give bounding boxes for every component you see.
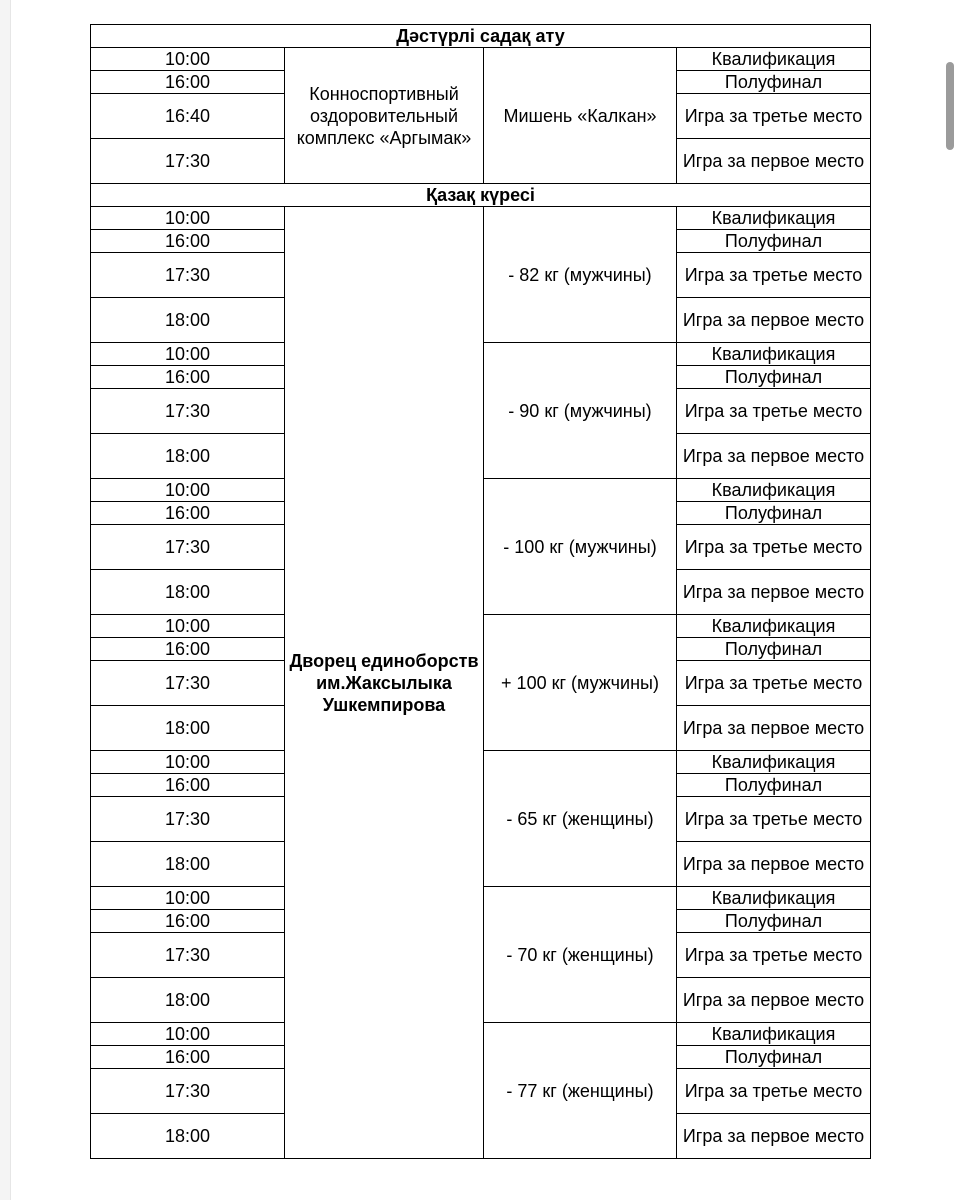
stage-cell: Полуфинал — [677, 638, 871, 661]
time-cell: 10:00 — [91, 615, 285, 638]
time-cell: 16:00 — [91, 638, 285, 661]
time-cell: 16:00 — [91, 502, 285, 525]
stage-cell: Полуфинал — [677, 230, 871, 253]
time-cell: 16:00 — [91, 71, 285, 94]
table-row — [91, 48, 871, 71]
discipline-cell: + 100 кг (мужчины) — [484, 615, 677, 751]
venue-cell: Дворец единоборств им.Жаксылыка Ушкемпирова — [285, 207, 484, 1159]
discipline-cell: - 90 кг (мужчины) — [484, 343, 677, 479]
stage-cell: Игра за третье место — [677, 94, 871, 139]
time-cell: 18:00 — [91, 706, 285, 751]
discipline-cell: - 82 кг (мужчины) — [484, 207, 677, 343]
discipline-cell: - 100 кг (мужчины) — [484, 479, 677, 615]
stage-cell: Игра за первое место — [677, 570, 871, 615]
section-header-row — [91, 184, 871, 207]
stage-cell: Игра за первое место — [677, 706, 871, 751]
time-cell: 17:30 — [91, 933, 285, 978]
section-header-row — [91, 25, 871, 48]
time-cell: 17:30 — [91, 389, 285, 434]
discipline-cell: - 77 кг (женщины) — [484, 1023, 677, 1159]
time-cell: 16:00 — [91, 366, 285, 389]
stage-cell: Квалификация — [677, 343, 871, 366]
time-cell: 10:00 — [91, 48, 285, 71]
stage-cell: Игра за первое место — [677, 434, 871, 479]
stage-cell: Полуфинал — [677, 774, 871, 797]
time-cell: 10:00 — [91, 343, 285, 366]
time-cell: 10:00 — [91, 751, 285, 774]
stage-cell: Игра за первое место — [677, 139, 871, 184]
stage-cell: Полуфинал — [677, 910, 871, 933]
stage-cell: Игра за первое место — [677, 842, 871, 887]
stage-cell: Квалификация — [677, 207, 871, 230]
discipline-cell: - 65 кг (женщины) — [484, 751, 677, 887]
time-cell: 16:00 — [91, 774, 285, 797]
stage-cell: Игра за третье место — [677, 797, 871, 842]
time-cell: 16:00 — [91, 1046, 285, 1069]
stage-cell: Полуфинал — [677, 1046, 871, 1069]
stage-cell: Игра за третье место — [677, 661, 871, 706]
time-cell: 16:40 — [91, 94, 285, 139]
time-cell: 10:00 — [91, 887, 285, 910]
stage-cell: Игра за первое место — [677, 1114, 871, 1159]
table-row — [91, 207, 871, 230]
discipline-cell: - 70 кг (женщины) — [484, 887, 677, 1023]
stage-cell: Игра за третье место — [677, 253, 871, 298]
stage-cell: Игра за третье место — [677, 1069, 871, 1114]
time-cell: 10:00 — [91, 207, 285, 230]
scrollbar-thumb[interactable] — [946, 62, 954, 150]
time-cell: 16:00 — [91, 910, 285, 933]
time-cell: 18:00 — [91, 434, 285, 479]
section-title: Қазақ күресі — [91, 184, 871, 207]
stage-cell: Квалификация — [677, 479, 871, 502]
stage-cell: Полуфинал — [677, 366, 871, 389]
page-edge — [0, 0, 11, 1200]
stage-cell: Полуфинал — [677, 71, 871, 94]
time-cell: 10:00 — [91, 1023, 285, 1046]
stage-cell: Игра за первое место — [677, 978, 871, 1023]
section-title: Дәстүрлі садақ ату — [91, 25, 871, 48]
time-cell: 17:30 — [91, 661, 285, 706]
time-cell: 17:30 — [91, 253, 285, 298]
schedule-table — [90, 24, 871, 1159]
stage-cell: Квалификация — [677, 887, 871, 910]
stage-cell: Квалификация — [677, 751, 871, 774]
stage-cell: Игра за первое место — [677, 298, 871, 343]
time-cell: 16:00 — [91, 230, 285, 253]
stage-cell: Игра за третье место — [677, 525, 871, 570]
stage-cell: Игра за третье место — [677, 389, 871, 434]
stage-cell: Полуфинал — [677, 502, 871, 525]
stage-cell: Квалификация — [677, 1023, 871, 1046]
time-cell: 18:00 — [91, 298, 285, 343]
time-cell: 10:00 — [91, 479, 285, 502]
time-cell: 17:30 — [91, 1069, 285, 1114]
time-cell: 18:00 — [91, 842, 285, 887]
time-cell: 18:00 — [91, 1114, 285, 1159]
stage-cell: Квалификация — [677, 615, 871, 638]
venue-cell: Конноспортивный оздоровительный комплекс «Аргымак» — [285, 48, 484, 184]
time-cell: 18:00 — [91, 570, 285, 615]
stage-cell: Квалификация — [677, 48, 871, 71]
time-cell: 17:30 — [91, 139, 285, 184]
time-cell: 17:30 — [91, 525, 285, 570]
stage-cell: Игра за третье место — [677, 933, 871, 978]
discipline-cell: Мишень «Калкан» — [484, 48, 677, 184]
time-cell: 18:00 — [91, 978, 285, 1023]
time-cell: 17:30 — [91, 797, 285, 842]
